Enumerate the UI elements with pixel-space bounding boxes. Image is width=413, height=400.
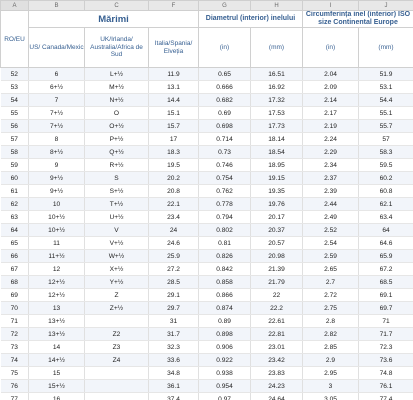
cell-ro-eu[interactable]: 66 [1,250,29,263]
table-row [1,263,413,276]
cell-ro-eu[interactable]: 57 [1,133,29,146]
cell-uk-size[interactable]: S [85,172,149,185]
cell-diameter-in[interactable]: 0.81 [199,237,251,250]
cell-diameter-in[interactable]: 0.73 [199,146,251,159]
cell-us-size[interactable]: 11 [29,237,85,250]
cell-circumference-mm[interactable]: 60.8 [359,185,413,198]
cell-diameter-mm[interactable]: 18.54 [251,146,303,159]
table-row [1,68,413,81]
cell-uk-size[interactable]: V [85,224,149,237]
cell-us-size[interactable]: 12+½ [29,276,85,289]
header-circumference-group[interactable]: Circumferința inel (interior) ISO size Continental Europe [303,11,413,28]
cell-us-size[interactable]: 11+½ [29,250,85,263]
cell-uk-size[interactable]: X+½ [85,263,149,276]
cell-us-size[interactable]: 9 [29,159,85,172]
table-row [1,237,413,250]
cell-diameter-in[interactable]: 0.754 [199,172,251,185]
cell-ro-eu[interactable]: 67 [1,263,29,276]
column-letter-a[interactable]: A [1,1,29,11]
cell-circumference-in[interactable]: 2.39 [303,185,359,198]
cell-us-size[interactable]: 13 [29,302,85,315]
cell-diameter-mm[interactable]: 21.39 [251,263,303,276]
cell-circumference-mm[interactable]: 53.1 [359,81,413,94]
cell-diameter-in[interactable]: 0.714 [199,133,251,146]
cell-ro-eu[interactable]: 55 [1,107,29,120]
cell-us-size[interactable]: 6 [29,68,85,81]
cell-ro-eu[interactable]: 54 [1,94,29,107]
table-row [1,133,413,146]
cell-italy-size[interactable]: 18.3 [149,146,199,159]
table-row [1,315,413,328]
cell-diameter-mm[interactable]: 22 [251,289,303,302]
cell-us-size[interactable]: 14 [29,341,85,354]
cell-us-size[interactable]: 8+½ [29,146,85,159]
cell-ro-eu[interactable]: 68 [1,276,29,289]
group-header-row [1,11,413,28]
cell-diameter-mm[interactable]: 23.01 [251,341,303,354]
column-letter-c[interactable]: C [85,1,149,11]
cell-diameter-mm[interactable]: 18.14 [251,133,303,146]
cell-diameter-mm[interactable]: 23.42 [251,354,303,367]
column-letter-b[interactable]: B [29,1,85,11]
cell-us-size[interactable]: 15 [29,367,85,380]
header-uk-irlanda-australia[interactable]: UK/Irlanda/ Australia/Africa de Sud [85,28,149,68]
cell-circumference-mm[interactable]: 68.5 [359,276,413,289]
cell-italy-size[interactable]: 28.5 [149,276,199,289]
cell-italy-size[interactable]: 15.1 [149,107,199,120]
cell-circumference-mm[interactable]: 58.3 [359,146,413,159]
cell-italy-size[interactable]: 24.6 [149,237,199,250]
table-row [1,120,413,133]
cell-us-size[interactable]: 9+½ [29,185,85,198]
cell-italy-size[interactable]: 31.7 [149,328,199,341]
cell-italy-size[interactable]: 20.8 [149,185,199,198]
cell-uk-size[interactable]: Q+½ [85,146,149,159]
cell-ro-eu[interactable]: 64 [1,224,29,237]
cell-ro-eu[interactable]: 69 [1,289,29,302]
cell-circumference-in[interactable]: 2.24 [303,133,359,146]
cell-diameter-mm[interactable]: 20.98 [251,250,303,263]
column-letter-g[interactable]: G [199,1,251,11]
cell-uk-size[interactable] [85,315,149,328]
cell-circumference-in[interactable]: 2.82 [303,328,359,341]
cell-us-size[interactable]: 16 [29,393,85,400]
cell-ro-eu[interactable]: 73 [1,341,29,354]
cell-circumference-mm[interactable]: 63.4 [359,211,413,224]
cell-uk-size[interactable]: S+½ [85,185,149,198]
column-letter-i[interactable]: I [303,1,359,11]
cell-circumference-in[interactable]: 2.7 [303,276,359,289]
cell-diameter-mm[interactable]: 16.92 [251,81,303,94]
cell-circumference-in[interactable]: 2.34 [303,159,359,172]
cell-uk-size[interactable] [85,393,149,400]
header-circumference-in[interactable]: (in) [303,28,359,68]
table-row [1,211,413,224]
cell-italy-size[interactable]: 29.1 [149,289,199,302]
cell-us-size[interactable]: 8 [29,133,85,146]
cell-circumference-mm[interactable]: 69.7 [359,302,413,315]
cell-circumference-mm[interactable]: 57 [359,133,413,146]
table-row [1,250,413,263]
cell-circumference-mm[interactable]: 76.1 [359,380,413,393]
cell-ro-eu[interactable]: 62 [1,198,29,211]
cell-italy-size[interactable]: 23.4 [149,211,199,224]
table-row [1,354,413,367]
cell-circumference-mm[interactable]: 54.4 [359,94,413,107]
cell-uk-size[interactable]: M+½ [85,81,149,94]
header-ro-eu[interactable]: RO/EU [1,11,29,68]
cell-circumference-mm[interactable]: 64.6 [359,237,413,250]
table-row [1,94,413,107]
cell-circumference-mm[interactable]: 74.8 [359,367,413,380]
cell-circumference-in[interactable]: 2.8 [303,315,359,328]
cell-circumference-in[interactable]: 2.65 [303,263,359,276]
cell-italy-size[interactable]: 17 [149,133,199,146]
table-row [1,302,413,315]
header-sizes-group[interactable]: Mărimi [29,11,199,28]
cell-ro-eu[interactable]: 65 [1,237,29,250]
cell-circumference-in[interactable]: 2.9 [303,354,359,367]
column-letter-f[interactable]: F [149,1,199,11]
cell-diameter-mm[interactable]: 19.76 [251,198,303,211]
cell-us-size[interactable]: 12 [29,263,85,276]
cell-diameter-in[interactable]: 0.874 [199,302,251,315]
cell-uk-size[interactable]: P+½ [85,133,149,146]
cell-us-size[interactable]: 13+½ [29,315,85,328]
cell-circumference-in[interactable]: 2.95 [303,367,359,380]
cell-uk-size[interactable]: V+½ [85,237,149,250]
cell-diameter-mm[interactable]: 22.2 [251,302,303,315]
cell-circumference-in[interactable]: 2.49 [303,211,359,224]
cell-diameter-in[interactable]: 0.954 [199,380,251,393]
cell-ro-eu[interactable]: 76 [1,380,29,393]
table-row [1,276,413,289]
header-diameter-mm[interactable]: (mm) [251,28,303,68]
table-row [1,380,413,393]
cell-diameter-mm[interactable]: 23.83 [251,367,303,380]
cell-italy-size[interactable]: 32.3 [149,341,199,354]
cell-diameter-mm[interactable]: 20.17 [251,211,303,224]
cell-diameter-in[interactable]: 0.65 [199,68,251,81]
header-italia-spania-elvetia[interactable]: Italia/Spania/ Elveția [149,28,199,68]
cell-us-size[interactable]: 10+½ [29,224,85,237]
header-circumference-mm[interactable]: (mm) [359,28,413,68]
table-row [1,159,413,172]
cell-diameter-mm[interactable]: 20.57 [251,237,303,250]
cell-circumference-mm[interactable]: 77.4 [359,393,413,400]
cell-uk-size[interactable]: Z2 [85,328,149,341]
cell-uk-size[interactable]: W+½ [85,250,149,263]
cell-diameter-in[interactable]: 0.866 [199,289,251,302]
cell-circumference-in[interactable]: 2.04 [303,68,359,81]
cell-circumference-in[interactable]: 2.29 [303,146,359,159]
cell-circumference-in[interactable]: 2.72 [303,289,359,302]
cell-italy-size[interactable]: 29.7 [149,302,199,315]
cell-italy-size[interactable]: 31 [149,315,199,328]
cell-circumference-mm[interactable]: 60.2 [359,172,413,185]
cell-circumference-mm[interactable]: 51.9 [359,68,413,81]
cell-ro-eu[interactable]: 53 [1,81,29,94]
cell-us-size[interactable]: 6+½ [29,81,85,94]
cell-circumference-mm[interactable]: 64 [359,224,413,237]
cell-circumference-mm[interactable]: 73.6 [359,354,413,367]
cell-circumference-mm[interactable]: 62.1 [359,198,413,211]
cell-us-size[interactable]: 12+½ [29,289,85,302]
cell-italy-size[interactable]: 25.9 [149,250,199,263]
cell-us-size[interactable]: 7+½ [29,107,85,120]
table-row [1,185,413,198]
cell-uk-size[interactable]: T+½ [85,198,149,211]
cell-ro-eu[interactable]: 74 [1,354,29,367]
table-row [1,146,413,159]
cell-diameter-in[interactable]: 0.842 [199,263,251,276]
cell-diameter-in[interactable]: 0.778 [199,198,251,211]
cell-diameter-mm[interactable]: 19.15 [251,172,303,185]
cell-diameter-mm[interactable]: 16.51 [251,68,303,81]
cell-ro-eu[interactable]: 70 [1,302,29,315]
table-row [1,341,413,354]
cell-circumference-in[interactable]: 3.05 [303,393,359,400]
cell-uk-size[interactable]: Y+½ [85,276,149,289]
cell-diameter-mm[interactable]: 22.61 [251,315,303,328]
cell-uk-size[interactable]: O+½ [85,120,149,133]
cell-uk-size[interactable] [85,380,149,393]
cell-ro-eu[interactable]: 60 [1,172,29,185]
cell-diameter-in[interactable]: 0.89 [199,315,251,328]
cell-circumference-mm[interactable]: 55.1 [359,107,413,120]
cell-diameter-in[interactable]: 0.762 [199,185,251,198]
table-row [1,198,413,211]
table-row [1,289,413,302]
cell-ro-eu[interactable]: 61 [1,185,29,198]
header-us-canada-mexic[interactable]: US/ Canada/Mexic [29,28,85,68]
cell-uk-size[interactable]: Z3 [85,341,149,354]
table-row [1,328,413,341]
subheader-row [1,28,413,68]
cell-circumference-mm[interactable]: 71 [359,315,413,328]
cell-uk-size[interactable] [85,367,149,380]
cell-diameter-in[interactable]: 0.826 [199,250,251,263]
column-letter-h[interactable]: H [251,1,303,11]
cell-ro-eu[interactable]: 56 [1,120,29,133]
cell-uk-size[interactable]: N+½ [85,94,149,107]
cell-ro-eu[interactable]: 59 [1,159,29,172]
cell-uk-size[interactable]: Z+½ [85,302,149,315]
cell-italy-size[interactable]: 22.1 [149,198,199,211]
cell-us-size[interactable]: 10+½ [29,211,85,224]
cell-uk-size[interactable]: U+½ [85,211,149,224]
cell-diameter-in[interactable]: 0.746 [199,159,251,172]
cell-circumference-in[interactable]: 2.85 [303,341,359,354]
cell-circumference-mm[interactable]: 65.9 [359,250,413,263]
cell-italy-size[interactable]: 37.4 [149,393,199,400]
cell-circumference-in[interactable]: 2.09 [303,81,359,94]
cell-circumference-mm[interactable]: 71.7 [359,328,413,341]
cell-ro-eu[interactable]: 72 [1,328,29,341]
table-row [1,393,413,400]
cell-diameter-in[interactable]: 0.922 [199,354,251,367]
cell-circumference-in[interactable]: 2.44 [303,198,359,211]
cell-uk-size[interactable]: Z [85,289,149,302]
header-diameter-group[interactable]: Diametrul (interior) inelului [199,11,303,28]
cell-diameter-mm[interactable]: 19.35 [251,185,303,198]
cell-uk-size[interactable]: L+½ [85,68,149,81]
cell-us-size[interactable]: 9+½ [29,172,85,185]
cell-diameter-mm[interactable]: 22.81 [251,328,303,341]
cell-circumference-in[interactable]: 2.17 [303,107,359,120]
cell-italy-size[interactable]: 19.5 [149,159,199,172]
cell-circumference-mm[interactable]: 55.7 [359,120,413,133]
cell-diameter-in[interactable]: 0.69 [199,107,251,120]
cell-us-size[interactable]: 15+½ [29,380,85,393]
cell-diameter-mm[interactable]: 17.53 [251,107,303,120]
cell-diameter-mm[interactable]: 24.64 [251,393,303,400]
cell-italy-size[interactable]: 15.7 [149,120,199,133]
cell-uk-size[interactable]: Z4 [85,354,149,367]
cell-circumference-in[interactable]: 3 [303,380,359,393]
cell-circumference-in[interactable]: 2.59 [303,250,359,263]
cell-ro-eu[interactable]: 71 [1,315,29,328]
cell-diameter-mm[interactable]: 17.32 [251,94,303,107]
cell-circumference-in[interactable]: 2.14 [303,94,359,107]
column-letter-row [1,1,413,11]
cell-circumference-mm[interactable]: 69.1 [359,289,413,302]
cell-diameter-mm[interactable]: 18.95 [251,159,303,172]
cell-uk-size[interactable]: O [85,107,149,120]
cell-us-size[interactable]: 7 [29,94,85,107]
table-row [1,81,413,94]
cell-diameter-in[interactable]: 0.682 [199,94,251,107]
cell-ro-eu[interactable]: 63 [1,211,29,224]
cell-circumference-mm[interactable]: 67.2 [359,263,413,276]
cell-italy-size[interactable]: 24 [149,224,199,237]
cell-diameter-in[interactable]: 0.802 [199,224,251,237]
cell-diameter-in[interactable]: 0.906 [199,341,251,354]
cell-circumference-in[interactable]: 2.19 [303,120,359,133]
cell-us-size[interactable]: 14+½ [29,354,85,367]
table-row [1,107,413,120]
cell-ro-eu[interactable]: 75 [1,367,29,380]
cell-diameter-in[interactable]: 0.794 [199,211,251,224]
cell-italy-size[interactable]: 11.9 [149,68,199,81]
cell-italy-size[interactable]: 36.1 [149,380,199,393]
cell-us-size[interactable]: 10 [29,198,85,211]
cell-italy-size[interactable]: 34.8 [149,367,199,380]
cell-diameter-mm[interactable]: 21.79 [251,276,303,289]
cell-italy-size[interactable]: 14.4 [149,94,199,107]
column-letter-j[interactable]: J [359,1,413,11]
cell-italy-size[interactable]: 27.2 [149,263,199,276]
cell-circumference-in[interactable]: 2.37 [303,172,359,185]
cell-circumference-in[interactable]: 2.75 [303,302,359,315]
cell-diameter-in[interactable]: 0.938 [199,367,251,380]
cell-diameter-mm[interactable]: 17.73 [251,120,303,133]
header-diameter-in[interactable]: (in) [199,28,251,68]
cell-ro-eu[interactable]: 52 [1,68,29,81]
cell-italy-size[interactable]: 13.1 [149,81,199,94]
cell-diameter-in[interactable]: 0.97 [199,393,251,400]
cell-diameter-in[interactable]: 0.898 [199,328,251,341]
cell-circumference-mm[interactable]: 59.5 [359,159,413,172]
cell-circumference-mm[interactable]: 72.3 [359,341,413,354]
cell-diameter-in[interactable]: 0.666 [199,81,251,94]
table-row [1,224,413,237]
cell-us-size[interactable]: 13+½ [29,328,85,341]
cell-us-size[interactable]: 7+½ [29,120,85,133]
cell-circumference-in[interactable]: 2.54 [303,237,359,250]
table-row [1,367,413,380]
cell-italy-size[interactable]: 20.2 [149,172,199,185]
cell-circumference-in[interactable]: 2.52 [303,224,359,237]
cell-ro-eu[interactable]: 77 [1,393,29,400]
cell-diameter-in[interactable]: 0.858 [199,276,251,289]
cell-ro-eu[interactable]: 58 [1,146,29,159]
cell-uk-size[interactable]: R+½ [85,159,149,172]
table-row [1,172,413,185]
cell-diameter-mm[interactable]: 20.37 [251,224,303,237]
cell-diameter-mm[interactable]: 24.23 [251,380,303,393]
cell-italy-size[interactable]: 33.6 [149,354,199,367]
cell-diameter-in[interactable]: 0.698 [199,120,251,133]
